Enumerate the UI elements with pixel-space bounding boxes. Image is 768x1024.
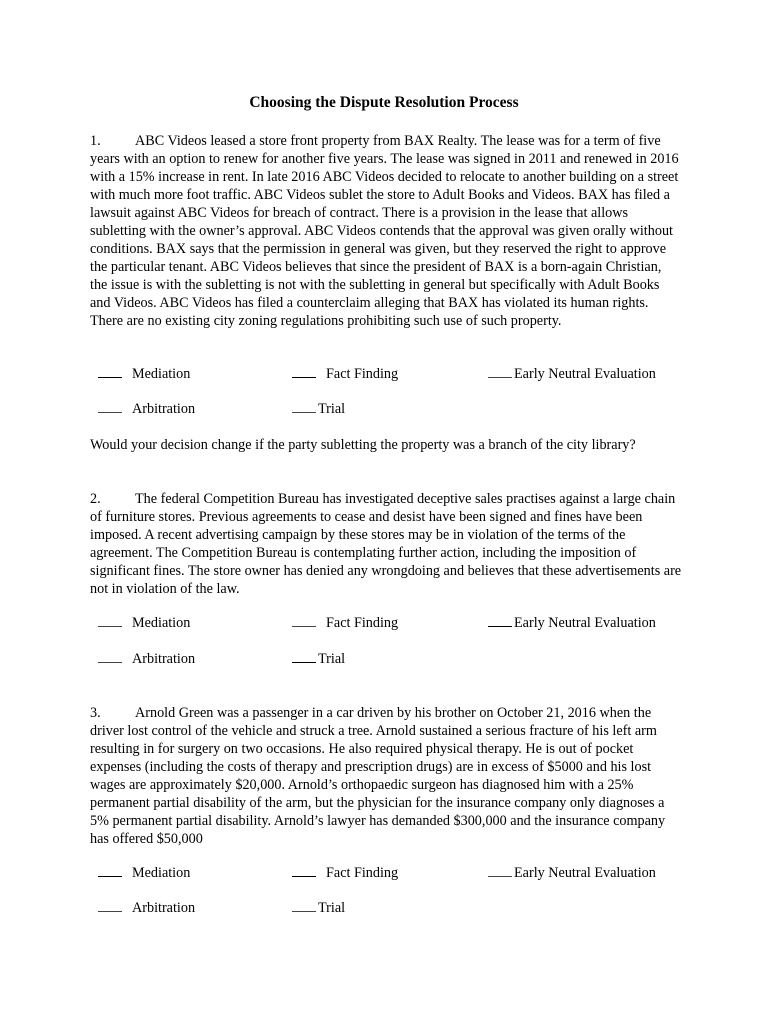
option-label: Arbitration	[132, 401, 196, 417]
option-label: Mediation	[132, 366, 191, 382]
option-label: Mediation	[132, 615, 191, 631]
case-2-option-mediation[interactable]	[98, 615, 190, 632]
case-2-trial-blank[interactable]	[292, 652, 316, 663]
case-1-option-mediation[interactable]	[98, 366, 190, 383]
case-3-fact-finding-blank[interactable]	[292, 866, 316, 877]
case-1-early-neutral-blank[interactable]	[488, 367, 512, 378]
case-1-option-arbitration[interactable]	[98, 401, 195, 418]
option-label: Trial	[318, 401, 346, 417]
case-3-mediation-blank[interactable]	[98, 866, 122, 877]
option-label: Early Neutral Evaluation	[514, 366, 656, 382]
case-2-number: 2.	[90, 491, 101, 507]
case-2-option-fact-finding[interactable]	[292, 615, 398, 632]
case-3-trial-blank[interactable]	[292, 901, 316, 912]
case-1-followup-question: Would your decision change if the party subletting the property was a branch of the city library?	[90, 437, 636, 453]
case-2-fact-finding-blank[interactable]	[292, 616, 316, 627]
case-2-paragraph	[90, 490, 682, 598]
case-1-fact-finding-blank[interactable]	[292, 367, 316, 378]
case-2-arbitration-blank[interactable]	[98, 652, 122, 663]
case-1-trial-blank[interactable]	[292, 402, 316, 413]
case-3-option-trial[interactable]	[292, 900, 345, 917]
option-label: Arbitration	[132, 651, 196, 667]
option-label: Fact Finding	[326, 865, 399, 881]
case-1-text: ABC Videos leased a store front property from BAX Realty. The lease was for a term of five years with an option to renew for another five years. The lease was signed in 2011 and renewed in 2016 with a 15% increase in rent. In late 2016 ABC Videos decided to relocate to another building on a street with much more foot traffic. ABC Videos sublet the store to Adult Books and Videos. BAX has filed a lawsuit against ABC Videos for breach of contract. There is a provision in the lease that allows subletting with the owner’s approval. ABC Videos contends that the approval was given orally without conditions. BAX says that the permission in general was given, but they reserved the right to approve the particular tenant. ABC Videos believes that since the president of BAX is a born-again Christian, the issue is with the subletting is not with the subletting in general but specifically with Adult Books and Videos. ABC Videos has filed a counterclaim alleging that BAX has violated its human rights. There are no existing city zoning regulations prohibiting such use of such property.	[90, 133, 679, 329]
case-2-text: The federal Competition Bureau has investigated deceptive sales practises against a large chain of furniture stores. Previous agreements to cease and desist have been signed and fines have been imposed. A recent advertising campaign by these stores may be in violation of the terms of the agreement. The Competition Bureau is contemplating further action, including the imposition of significant fines. The store owner has denied any wrongdoing and believes that these advertisements are not in violation of the law.	[90, 491, 682, 597]
case-3-arbitration-blank[interactable]	[98, 901, 122, 912]
case-1-number: 1.	[90, 133, 101, 149]
option-label: Trial	[318, 651, 346, 667]
case-3-option-fact-finding[interactable]	[292, 865, 398, 882]
case-1-paragraph	[90, 132, 682, 330]
case-3-option-early-neutral[interactable]	[488, 865, 656, 882]
option-label: Fact Finding	[326, 366, 399, 382]
case-2-mediation-blank[interactable]	[98, 616, 122, 627]
case-1-option-fact-finding[interactable]	[292, 366, 398, 383]
option-label: Mediation	[132, 865, 191, 881]
case-3-option-mediation[interactable]	[98, 865, 190, 882]
case-3-number: 3.	[90, 705, 101, 721]
page-title: Choosing the Dispute Resolution Process	[249, 94, 519, 111]
case-3-early-neutral-blank[interactable]	[488, 866, 512, 877]
case-1-mediation-blank[interactable]	[98, 367, 122, 378]
case-2-early-neutral-blank[interactable]	[488, 616, 512, 627]
option-label: Arbitration	[132, 900, 196, 916]
option-label: Trial	[318, 900, 346, 916]
case-2-option-trial[interactable]	[292, 651, 345, 668]
case-2-option-early-neutral[interactable]	[488, 615, 656, 632]
case-3-text: Arnold Green was a passenger in a car driven by his brother on October 21, 2016 when the driver lost control of the vehicle and struck a tree. Arnold sustained a serious fracture of his left arm resulting in for surgery on two occasions. He also required physical therapy. He is out of pocket expenses (including the costs of therapy and prescription drugs) are in excess of $5000 and his lost wages are approximately $20,000. Arnold’s orthopaedic surgeon has diagnosed him with a 25% permanent partial disability of the arm, but the physician for the insurance company only diagnoses a 5% permanent partial disability. Arnold’s lawyer has demanded $300,000 and the insurance company has offered $50,000	[90, 705, 666, 847]
option-label: Early Neutral Evaluation	[514, 865, 656, 881]
case-3-paragraph	[90, 704, 682, 848]
case-1-arbitration-blank[interactable]	[98, 402, 122, 413]
case-1-option-early-neutral[interactable]	[488, 366, 656, 383]
option-label: Fact Finding	[326, 615, 399, 631]
case-2-option-arbitration[interactable]	[98, 651, 195, 668]
option-label: Early Neutral Evaluation	[514, 615, 656, 631]
case-3-option-arbitration[interactable]	[98, 900, 195, 917]
case-1-option-trial[interactable]	[292, 401, 345, 418]
